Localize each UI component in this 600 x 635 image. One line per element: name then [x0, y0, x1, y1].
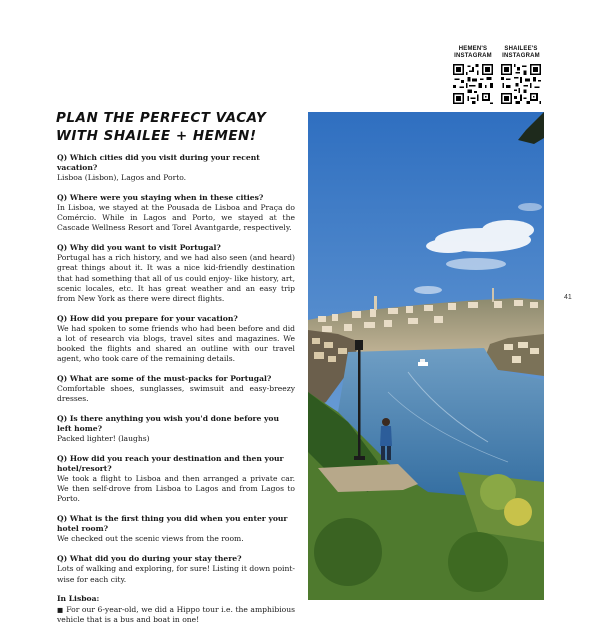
- qa-item: [57, 554, 295, 584]
- shailee-qr-code-icon: [501, 64, 541, 104]
- answer: Packed lighter! (laughs): [57, 434, 150, 444]
- qa-item: [57, 243, 295, 304]
- qa-item: [57, 314, 295, 364]
- qa-item: [57, 153, 295, 183]
- qa-item: [57, 374, 295, 404]
- hemen-instagram-qr[interactable]: [452, 44, 494, 104]
- question: Q) How did you reach your destination and then your hotel/resort?: [57, 454, 284, 474]
- article-title: PLAN THE PERFECT VACAY WITH SHAILEE + HEMEN!: [56, 110, 267, 144]
- question: Q) Which cities did you visit during your recent vacation?: [57, 153, 260, 173]
- answer: We had spoken to some friends who had been before and did a lot of research via blogs, travel sites and magazines. We booked the flights and shared an outline with our travel agent, who took care of the remaining details.: [57, 323, 295, 363]
- answer: We checked out the scenic views from the room.: [57, 534, 244, 544]
- question: Q) Where were you staying when in these cities?: [57, 193, 264, 203]
- question: Q) What is the first thing you did when you enter your hotel room?: [57, 514, 288, 534]
- question: Q) What are some of the must-packs for Portugal?: [57, 373, 272, 383]
- hemen-qr-code-icon: [453, 64, 493, 104]
- answer: Comfortable shoes, sunglasses, swimsuit and easy-breezy dresses.: [57, 383, 295, 404]
- porto-river-image: [308, 112, 544, 600]
- page-number: 41: [564, 294, 572, 301]
- answer: Lots of walking and exploring, for sure! Listing it down point-wise for each city.: [57, 564, 295, 584]
- lisboa-heading: In Lisboa:: [57, 594, 100, 604]
- question: Q) Why did you want to visit Portugal?: [57, 243, 221, 253]
- question: Q) What did you do during your stay there?: [57, 554, 242, 564]
- qa-item: [57, 454, 295, 504]
- article-body: [57, 153, 295, 635]
- shailee-instagram-qr[interactable]: [500, 44, 542, 104]
- question: Q) Is there anything you wish you'd done before you left home?: [57, 413, 279, 434]
- question: Q) How did you prepare for your vacation?: [57, 313, 238, 323]
- answer: Lisboa (Lisbon), Lagos and Porto.: [57, 173, 187, 183]
- porto-river-photo: [308, 112, 544, 600]
- qa-item: [57, 514, 295, 544]
- qa-item: [57, 414, 295, 444]
- hemen-instagram-label: HEMEN'S INSTAGRAM: [454, 46, 492, 59]
- shailee-instagram-label: SHAILEE'S INSTAGRAM: [502, 46, 540, 59]
- lisboa-bullet: ■ For our 6-year-old, we did a Hippo tour i.e. the amphibious vehicle that is a bus and boat in one!: [57, 605, 295, 625]
- answer: Portugal has a rich history, and we had also seen (and heard) great things about it. It was a nice kid-friendly destination that had something that all of us could enjoy- like history, art, scenic locales, etc. It has great weather and an easy trip from New York as there were direct flights.: [57, 253, 295, 303]
- lisboa-section: [57, 594, 295, 624]
- qa-item: [57, 193, 295, 233]
- answer: We took a flight to Lisboa and then arranged a private car. We then self-drove from Lisboa to Lagos and from Lagos to Porto.: [57, 474, 295, 504]
- answer: In Lisboa, we stayed at the Pousada de Lisboa and Praça do Comércio. While in Lagos and Porto, we stayed at the Cascade Wellness Resort and Torel Avantgarde, respectively.: [57, 203, 295, 233]
